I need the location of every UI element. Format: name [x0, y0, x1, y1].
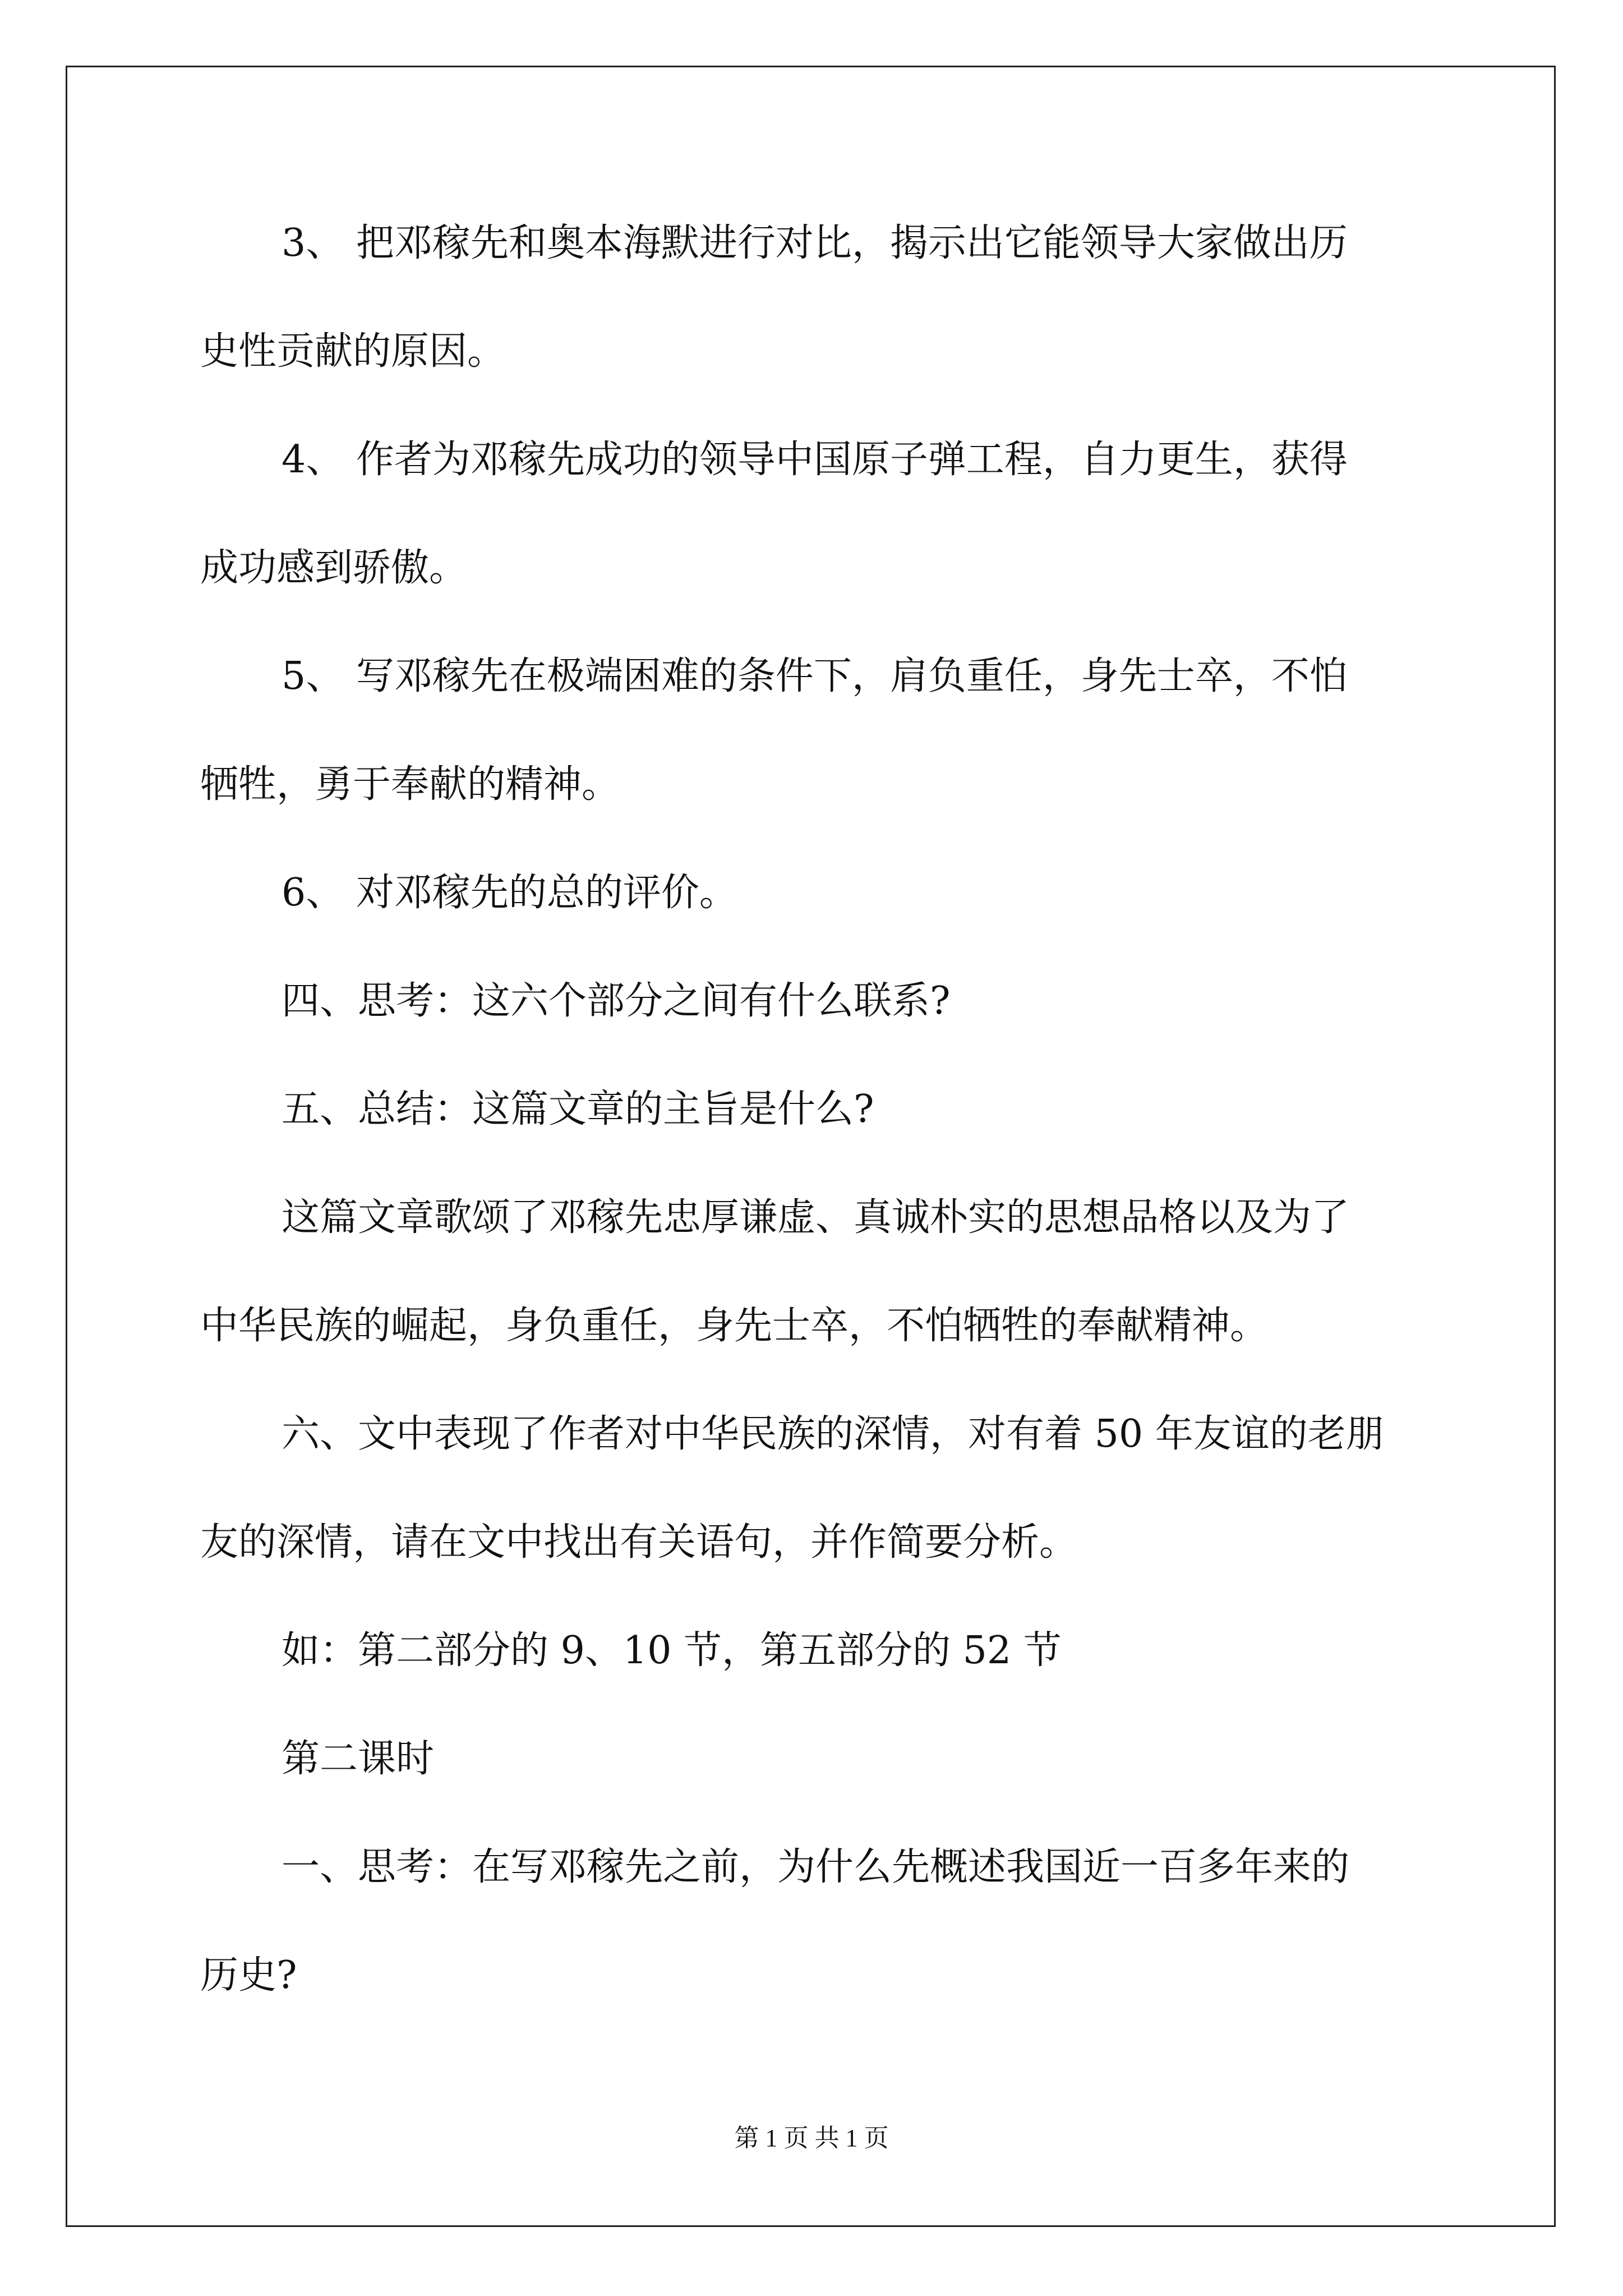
text-line: 友的深情，请在文中找出有关语句，并作简要分析。: [200, 1520, 1078, 1565]
text-line: 四、思考：这六个部分之间有什么联系?: [282, 979, 951, 1023]
text-line: 成功感到骄傲。: [200, 546, 468, 590]
text-line: 中华民族的崛起，身负重任，身先士卒，不怕牺牲的奉献精神。: [200, 1304, 1269, 1348]
document-body: [200, 221, 1434, 2065]
text-line: 6、 对邓稼先的总的评价。: [282, 871, 737, 915]
text-line: 牺牲，勇于奉献的精神。: [200, 762, 620, 807]
text-line: 如：第二部分的 9、10 节，第五部分的 52 节: [282, 1628, 1062, 1673]
text-line: 一、思考：在写邓稼先之前，为什么先概述我国近一百多年来的: [282, 1845, 1350, 1889]
text-line: 5、 写邓稼先在极端困难的条件下，肩负重任，身先士卒，不怕: [282, 654, 1348, 698]
text-line: 这篇文章歌颂了邓稼先忠厚谦虚、真诚朴实的思想品格以及为了: [282, 1195, 1350, 1240]
text-line: 五、总结：这篇文章的主旨是什么?: [282, 1087, 874, 1131]
text-line: 六、文中表现了作者对中华民族的深情，对有着 50 年友谊的老朋: [282, 1412, 1384, 1456]
text-line: 4、 作者为邓稼先成功的领导中国原子弹工程，自力更生，获得: [282, 438, 1348, 482]
text-line: 史性贡献的原因。: [200, 329, 506, 374]
text-line: 历史?: [200, 1953, 297, 1998]
text-line: 3、 把邓稼先和奥本海默进行对比，揭示出它能领导大家做出历: [282, 221, 1348, 265]
page-number-footer: 第 1 页 共 1 页: [734, 2124, 889, 2152]
text-line: 第二课时: [282, 1737, 435, 1781]
